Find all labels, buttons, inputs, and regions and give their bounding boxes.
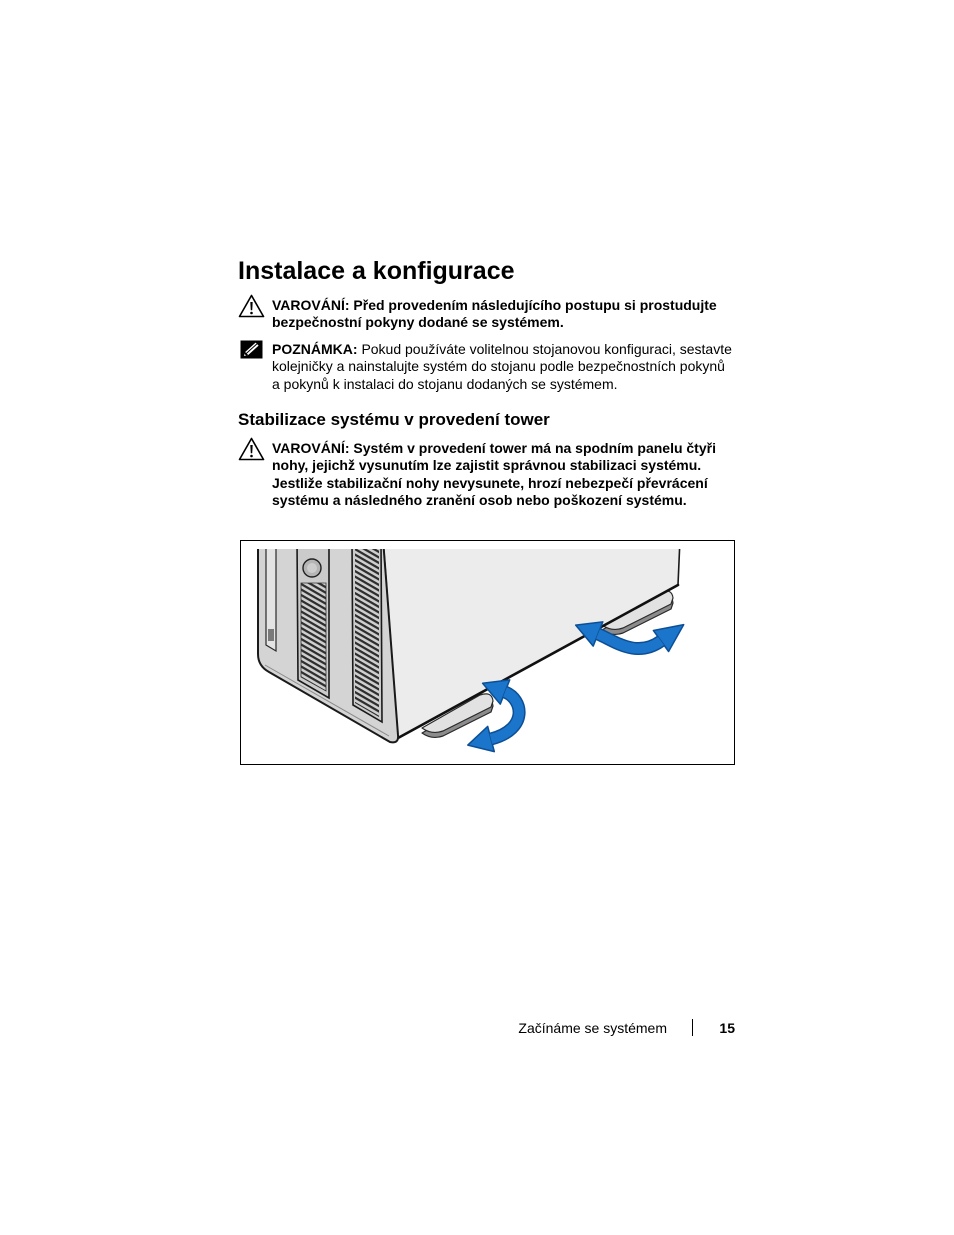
warning-text-line: systému a následného zranění osob nebo poškození systému.: [272, 491, 687, 508]
warning-text: Před provedením následujícího postupu si prostudujte: [353, 297, 717, 313]
section-heading: Stabilizace systému v provedení tower: [238, 410, 550, 429]
server-illustration: [241, 541, 734, 764]
warning-icon: [238, 437, 265, 461]
warning-text-line: bezpečnostní pokyny dodané se systémem.: [272, 314, 564, 331]
warning-text-line: [272, 297, 717, 314]
warning-label: VAROVÁNÍ:: [272, 297, 350, 313]
figure-frame: [240, 540, 735, 765]
warning-notice: [272, 440, 716, 509]
warning-text-line: [272, 440, 716, 457]
note-text-line: kolejničky a nainstalujte systém do stojanu podle bezpečnostních pokynů: [272, 358, 725, 375]
footer-section-title: Začínáme se systémem: [518, 1020, 667, 1036]
note-notice: [272, 341, 732, 393]
bezel-vent-slats: [355, 541, 379, 717]
server-front-bezel: [258, 541, 398, 742]
arrow-head: [468, 726, 495, 751]
note-text-line: [272, 341, 732, 358]
warning-text-line: Jestliže stabilizační nohy nevysunete, hrozí nebezpečí převrácení: [272, 474, 708, 491]
warning-text-line: nohy, jejichž vysunutím lze zajistit správnou stabilizaci systému.: [272, 457, 702, 474]
bezel-latch: [268, 629, 274, 641]
note-label: POZNÁMKA:: [272, 341, 358, 357]
warning-label: VAROVÁNÍ:: [272, 440, 350, 456]
page-title: Instalace a konfigurace: [238, 257, 515, 285]
note-text-line: a pokynů k instalaci do stojanu dodaných se systémem.: [272, 375, 618, 392]
warning-icon: [238, 294, 265, 318]
warning-notice: [272, 297, 717, 332]
server-side-panel: [383, 541, 680, 738]
page-number: 15: [719, 1020, 735, 1036]
bezel-vent: [301, 583, 326, 691]
note-icon: [240, 340, 263, 359]
footer-divider: [692, 1019, 693, 1036]
warning-text: Systém v provedení tower má na spodním panelu čtyři: [353, 440, 716, 456]
note-text: Pokud používáte volitelnou stojanovou konfiguraci, sestavte: [361, 341, 732, 357]
